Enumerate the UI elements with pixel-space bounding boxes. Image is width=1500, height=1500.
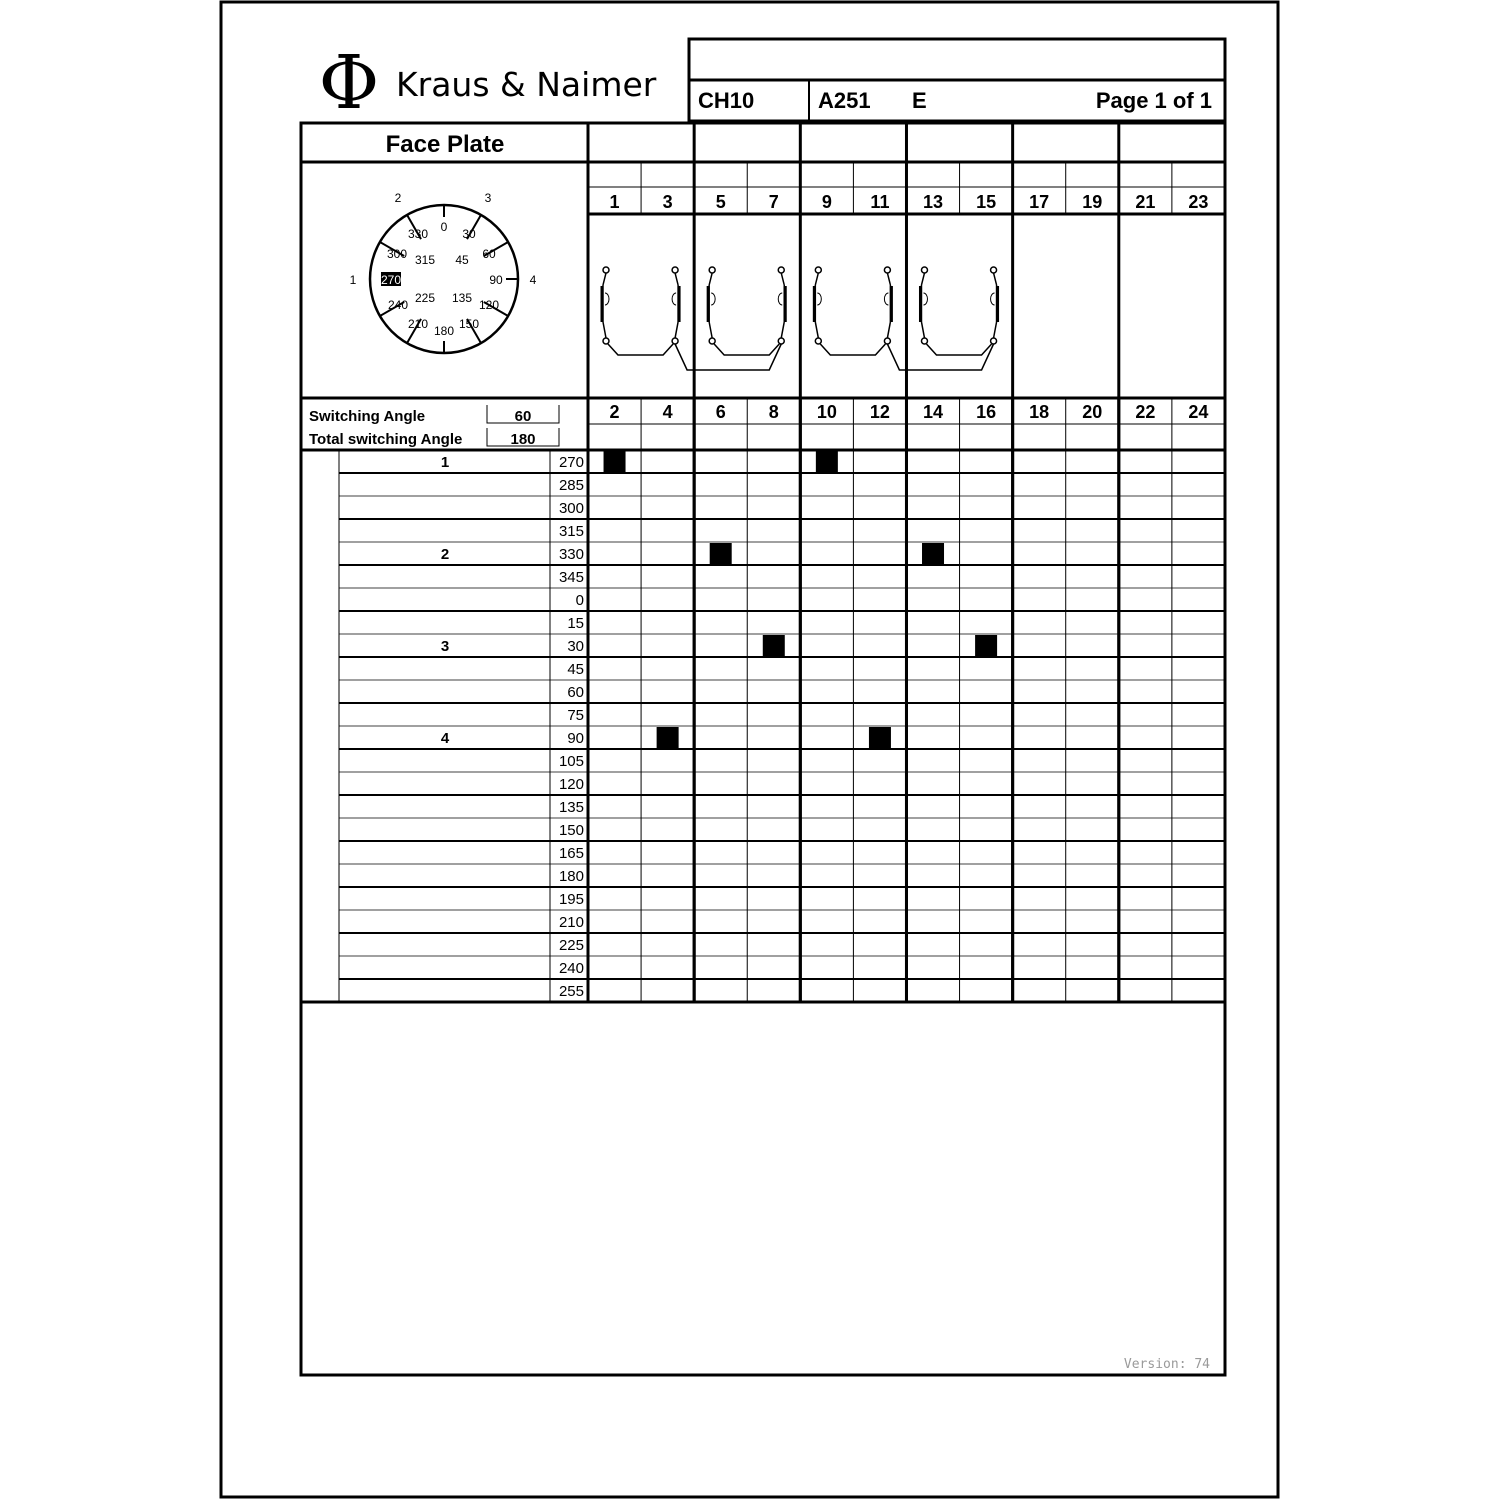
terminal-top-label: 23 — [1188, 192, 1209, 212]
angle-label: 255 — [558, 983, 584, 1000]
company-name: Kraus & Naimer — [396, 65, 657, 104]
angle-label: 135 — [558, 799, 584, 816]
face-plate-title: Face Plate — [385, 131, 505, 158]
dial-label-315: 315 — [414, 253, 436, 267]
total-switching-angle-value: 180 — [510, 431, 536, 448]
terminal-top-label: 11 — [870, 192, 890, 212]
angle-label: 210 — [558, 914, 584, 931]
dial-label-135: 135 — [451, 291, 473, 305]
angle-label: 285 — [558, 477, 584, 494]
position-number-3: 3 — [484, 191, 492, 205]
terminal-top-label: 21 — [1135, 192, 1156, 212]
dial-label-180: 180 — [433, 324, 455, 338]
terminal-bottom-label: 4 — [662, 402, 673, 422]
angle-label: 120 — [558, 776, 584, 793]
angle-label: 15 — [567, 615, 584, 632]
position-label: 1 — [440, 454, 450, 471]
dial-label-90: 90 — [489, 273, 503, 287]
contact-closed-mark — [604, 451, 626, 472]
angle-label: 345 — [558, 569, 584, 586]
terminal-bottom-label: 14 — [923, 402, 944, 422]
terminal-top-label: 19 — [1082, 192, 1103, 212]
dial-label-270: 270 — [380, 273, 402, 287]
terminal-bottom-label: 2 — [609, 402, 620, 422]
angle-label: 180 — [558, 868, 584, 885]
contact-closed-mark — [763, 635, 785, 656]
terminal-bottom-label: 18 — [1029, 402, 1050, 422]
contact-closed-mark — [869, 727, 891, 748]
dial-label-60: 60 — [482, 247, 496, 261]
dial-label-0: 0 — [440, 220, 448, 234]
position-label: 3 — [440, 638, 450, 655]
terminal-bottom-label: 16 — [976, 402, 997, 422]
dial-label-210: 210 — [407, 317, 429, 331]
terminal-top-label: 9 — [821, 192, 832, 212]
terminal-top-label: 1 — [609, 192, 620, 212]
angle-label: 30 — [567, 638, 584, 655]
angle-label: 315 — [558, 523, 584, 540]
dial-label-330: 330 — [407, 227, 429, 241]
position-label: 4 — [440, 730, 450, 747]
terminal-top-label: 15 — [976, 192, 997, 212]
terminal-top-label: 3 — [662, 192, 673, 212]
terminal-bottom-label: 6 — [715, 402, 726, 422]
dial-label-300: 300 — [386, 247, 408, 261]
position-label: 2 — [440, 546, 450, 563]
contact-closed-mark — [922, 543, 944, 564]
contact-closed-mark — [657, 727, 679, 748]
terminal-bottom-label: 8 — [768, 402, 779, 422]
dial-label-45: 45 — [455, 253, 469, 267]
product-code: CH10 — [698, 88, 755, 113]
angle-label: 150 — [558, 822, 584, 839]
angle-label: 105 — [558, 753, 584, 770]
position-number-4: 4 — [529, 273, 537, 287]
version-label: Version: 74 — [1123, 1357, 1210, 1372]
position-number-2: 2 — [394, 191, 402, 205]
terminal-top-label: 5 — [715, 192, 726, 212]
terminal-top-label: 13 — [923, 192, 944, 212]
angle-label: 90 — [567, 730, 584, 747]
angle-label: 270 — [558, 454, 584, 471]
angle-label: 60 — [567, 684, 584, 701]
total-switching-angle-label: Total switching Angle — [309, 431, 463, 448]
angle-label: 330 — [558, 546, 584, 563]
terminal-bottom-label: 22 — [1135, 402, 1156, 422]
angle-label: 240 — [558, 960, 584, 977]
page-indicator: Page 1 of 1 — [1095, 88, 1212, 113]
terminal-bottom-label: 24 — [1188, 402, 1209, 422]
angle-label: 225 — [558, 937, 584, 954]
dial-label-30: 30 — [462, 227, 476, 241]
switching-angle-label: Switching Angle — [309, 408, 426, 425]
contact-closed-mark — [710, 543, 732, 564]
dial-label-240: 240 — [387, 298, 409, 312]
angle-label: 0 — [575, 592, 584, 609]
product-suffix: E — [912, 88, 927, 113]
contact-closed-mark — [975, 635, 997, 656]
angle-label: 165 — [558, 845, 584, 862]
angle-label: 75 — [567, 707, 584, 724]
dial-label-150: 150 — [458, 317, 480, 331]
terminal-bottom-label: 12 — [869, 402, 890, 422]
switching-angle-value: 60 — [514, 408, 532, 425]
angle-label: 195 — [558, 891, 584, 908]
terminal-top-label: 7 — [768, 192, 779, 212]
dial-label-225: 225 — [414, 291, 436, 305]
dial-label-120: 120 — [478, 298, 500, 312]
position-number-1: 1 — [349, 273, 357, 287]
logo-symbol: Φ — [318, 40, 380, 126]
terminal-bottom-label: 10 — [816, 402, 837, 422]
product-type: A251 — [818, 88, 871, 113]
contact-closed-mark — [816, 451, 838, 472]
terminal-bottom-label: 20 — [1082, 402, 1103, 422]
angle-label: 45 — [567, 661, 584, 678]
angle-label: 300 — [558, 500, 584, 517]
terminal-top-label: 17 — [1029, 192, 1050, 212]
